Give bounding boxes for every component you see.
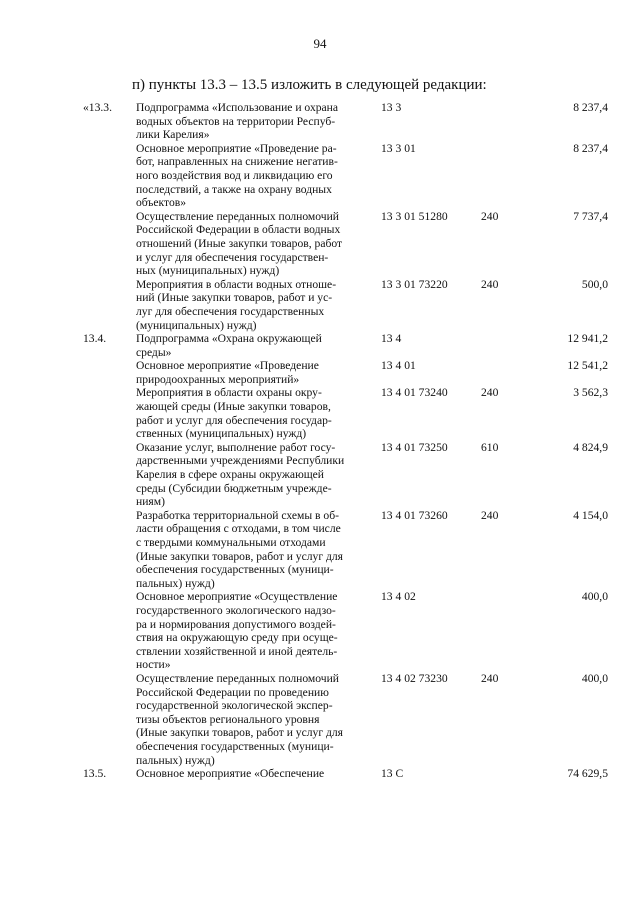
description-line: Основное мероприятие «Осуществление <box>136 590 338 604</box>
description-line: Мероприятия в области охраны окру- <box>136 386 322 400</box>
description-line: отношений (Иные закупки товаров, работ <box>136 236 343 250</box>
item-number <box>83 359 136 386</box>
description-line: лики Карелия» <box>136 128 210 142</box>
description-line: среды» <box>136 345 172 359</box>
table-row <box>83 210 608 278</box>
description-line: ного воздействия вод и ликвидацию его <box>136 168 333 182</box>
table-row <box>83 590 608 672</box>
description-line: бот, направленных на снижение негатив- <box>136 155 338 169</box>
expense-type-code: 240 <box>481 508 499 522</box>
item-description <box>136 332 381 359</box>
item-description <box>136 101 381 142</box>
table-row <box>83 278 608 332</box>
description-line: пальных) нужд) <box>136 576 215 590</box>
target-article-code: 13 4 01 73260 <box>381 508 448 522</box>
target-article-code: 13 3 01 51280 <box>381 209 448 223</box>
description-line: дарственными учреждениями Республики <box>136 454 345 468</box>
expense-type-code: 240 <box>481 209 499 223</box>
description-line: Разработка территориальной схемы в об- <box>136 508 339 522</box>
target-article-code: 13 3 <box>381 101 402 114</box>
description-line: Осуществление переданных полномочий <box>136 671 340 685</box>
item-number <box>83 278 136 332</box>
amount-value: 400,0 <box>581 671 608 685</box>
expense-type-code <box>481 142 541 210</box>
description-line: природоохранных мероприятий» <box>136 372 300 386</box>
item-description <box>136 359 381 386</box>
description-line: Оказание услуг, выполнение работ госу- <box>136 440 336 454</box>
description-line: среды (Субсидии бюджетным учрежде- <box>136 481 332 495</box>
table-row <box>83 672 608 767</box>
item-description <box>136 767 381 781</box>
description-line: и услуг для обеспечения государствен- <box>136 250 329 264</box>
table-row <box>83 509 608 591</box>
description-line: ний (Иные закупки товаров, работ и ус- <box>136 291 333 305</box>
target-article-code: 13 4 <box>381 332 402 346</box>
description-line: Основное мероприятие «Проведение <box>136 359 319 373</box>
expense-type-code: 610 <box>481 440 499 454</box>
target-article-code: 13 3 01 73220 <box>381 277 448 291</box>
amount-value: 7 737,4 <box>573 209 608 223</box>
table-row <box>83 332 608 359</box>
description-line: ствлении хозяйственной и иной деятель- <box>136 644 338 658</box>
description-line: последствий, а также на охрану водных <box>136 182 332 196</box>
target-article-code: 13 4 01 73240 <box>381 386 448 400</box>
item-number: 13.5. <box>83 767 107 781</box>
amount-value: 8 237,4 <box>573 141 608 155</box>
item-number <box>83 590 136 672</box>
description-line: Осуществление переданных полномочий <box>136 209 340 223</box>
item-description <box>136 278 381 332</box>
item-description <box>136 386 381 440</box>
item-number <box>83 142 136 210</box>
target-article-code: 13 4 02 73230 <box>381 671 448 685</box>
table-row <box>83 767 608 781</box>
description-line: Подпрограмма «Охрана окружающей <box>136 332 322 346</box>
description-line: Российской Федерации по проведению <box>136 685 329 699</box>
target-article-code: 13 4 01 <box>381 359 416 373</box>
description-line: водных объектов на территории Респуб- <box>136 114 336 128</box>
description-line: (муниципальных) нужд) <box>136 318 257 332</box>
expense-type-code <box>481 101 541 142</box>
description-line: обеспечения государственных (муници- <box>136 563 334 577</box>
expense-type-code <box>481 767 541 781</box>
description-line: ствия на окружающую среду при осуще- <box>136 631 338 645</box>
item-description <box>136 210 381 278</box>
target-article-code: 13 4 02 <box>381 590 416 604</box>
amount-value: 400,0 <box>581 590 608 604</box>
target-article-code: 13 С <box>381 767 404 781</box>
description-line: государственной экологической экспер- <box>136 699 333 713</box>
description-line: Карелия в сфере охраны окружающей <box>136 468 325 482</box>
description-line: луг для обеспечения государственных <box>136 304 325 318</box>
description-line: Основное мероприятие «Проведение ра- <box>136 141 337 155</box>
item-number: «13.3. <box>83 101 112 114</box>
table-row <box>83 386 608 440</box>
item-description <box>136 142 381 210</box>
description-line: пальных) нужд) <box>136 753 215 767</box>
item-description <box>136 441 381 509</box>
amount-value: 12 941,2 <box>567 332 608 346</box>
item-description <box>136 590 381 672</box>
expense-type-code: 240 <box>481 386 499 400</box>
description-line: ных (муниципальных) нужд) <box>136 264 280 278</box>
description-line: ра и нормирования допустимого воздей- <box>136 617 336 631</box>
description-line: Российской Федерации в области водных <box>136 223 341 237</box>
item-number <box>83 672 136 767</box>
target-article-code: 13 3 01 <box>381 141 416 155</box>
item-number <box>83 210 136 278</box>
expense-type-code <box>481 332 541 359</box>
table-row <box>83 359 608 386</box>
description-line: тизы объектов регионального уровня <box>136 712 320 726</box>
table-row <box>83 101 608 142</box>
amount-value: 74 629,5 <box>567 767 608 781</box>
description-line: жающей среды (Иные закупки товаров, <box>136 400 331 414</box>
description-line: (Иные закупки товаров, работ и услуг для <box>136 726 343 740</box>
item-number <box>83 441 136 509</box>
table-row <box>83 142 608 210</box>
description-line: объектов» <box>136 196 187 210</box>
expense-type-code <box>481 590 541 672</box>
amount-value: 4 154,0 <box>573 508 608 522</box>
expense-type-code: 240 <box>481 277 499 291</box>
description-line: работ и услуг для обеспечения государ- <box>136 413 332 427</box>
item-number <box>83 386 136 440</box>
description-line: ственных (муниципальных) нужд) <box>136 427 307 441</box>
expense-type-code: 240 <box>481 671 499 685</box>
amount-value: 12 541,2 <box>567 359 608 373</box>
description-line: с твердыми коммунальными отходами <box>136 536 326 549</box>
description-line: ласти обращения с отходами, в том числе <box>136 522 341 536</box>
table-row <box>83 441 608 509</box>
description-line: государственного экологического надзо- <box>136 603 336 617</box>
description-line: (Иные закупки товаров, работ и услуг для <box>136 549 343 563</box>
item-description <box>136 509 381 591</box>
description-line: ности» <box>136 658 171 672</box>
description-line: Подпрограмма «Использование и охрана <box>136 101 339 114</box>
target-article-code: 13 4 01 73250 <box>381 440 448 454</box>
description-line: обеспечения государственных (муници- <box>136 739 334 753</box>
amount-value: 500,0 <box>581 277 608 291</box>
amount-value: 8 237,4 <box>573 101 608 114</box>
amendment-heading: п) пункты 13.3 – 13.5 изложить в следующей редакции: <box>132 77 487 93</box>
amount-value: 4 824,9 <box>573 440 608 454</box>
description-line: Мероприятия в области водных отноше- <box>136 277 337 291</box>
item-number <box>83 509 136 591</box>
description-line: ниям) <box>136 495 165 509</box>
amount-value: 3 562,3 <box>573 386 608 400</box>
description-line: Основное мероприятие «Обеспечение <box>136 767 325 781</box>
budget-allocation-table <box>83 101 608 781</box>
item-number: 13.4. <box>83 332 107 346</box>
item-description <box>136 672 381 767</box>
expense-type-code <box>481 359 541 386</box>
page-number: 94 <box>313 36 327 51</box>
